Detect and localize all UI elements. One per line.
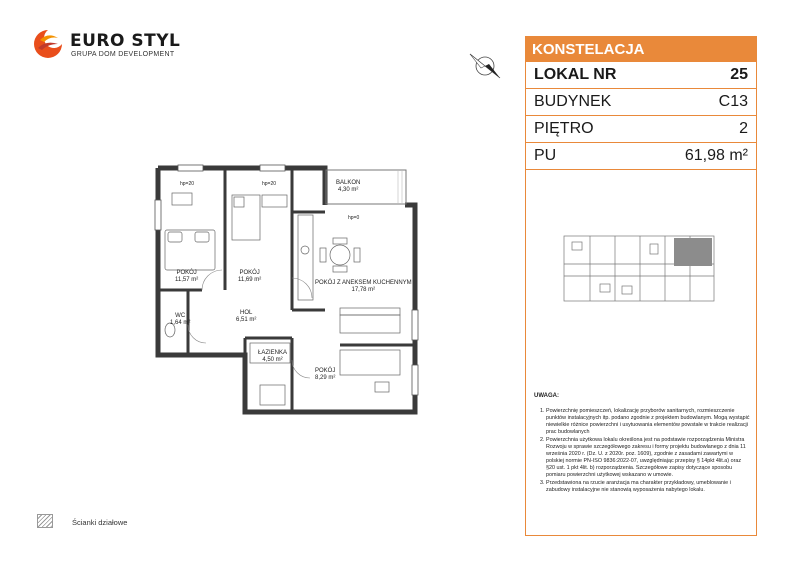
room-area: 4,50 m²: [262, 357, 283, 363]
room-hol: [236, 310, 256, 324]
row-label: LOKAL NR: [534, 66, 617, 83]
note-item: 3. Przedstawiona na rzucie aranżacja ma charakter przykładowy, umeblowanie i zabudowy instalacyjne nie stanowią wyposażenia nabytego lokalu.: [546, 480, 750, 494]
room-name: POKÓJ Z ANEKSEM KUCHENNYM: [315, 280, 412, 286]
floor-plan: [150, 160, 425, 415]
room-area: 1,64 m²: [170, 320, 191, 326]
north-arrow-icon: [462, 46, 508, 86]
project-title: KONSTELACJA: [526, 37, 756, 62]
room-wc: [170, 313, 190, 327]
room-area: 11,69 m²: [238, 277, 262, 283]
row-value: C13: [718, 93, 748, 110]
room-pokoj-2: [238, 270, 261, 284]
row-value: 61,98 m²: [684, 147, 748, 164]
room-area: 4,30 m²: [338, 187, 359, 193]
row-budynek: [526, 89, 756, 116]
row-pu: [526, 143, 756, 170]
logo: [32, 28, 192, 68]
info-panel: [525, 36, 757, 536]
room-pokoj-3: [315, 368, 335, 382]
row-label: PIĘTRO: [534, 120, 594, 137]
row-lokal: [526, 62, 756, 89]
brand-tagline: GRUPA DOM DEVELOPMENT: [71, 51, 175, 58]
room-salon: [315, 280, 412, 294]
room-balkon: [336, 180, 360, 194]
building-key-plan: [560, 234, 720, 304]
hp-mark-3: hp=0: [348, 215, 360, 221]
hp-mark-2: hp=20: [262, 181, 277, 187]
room-name: BALKON: [336, 180, 361, 186]
room-area: 11,57 m²: [175, 277, 199, 283]
note-item: 2. Powierzchnia użytkowa lokalu określona jest na podstawie rozporządzenia Ministra Rozwoju w sprawie szczegółowego zakresu i formy projektu budowlanego z dnia 11 września 2020 r. (Dz. U. z 2020r. poz. 1609), zgodnie z zasadami zawartymi w polskiej normie PN-ISO 9836:2022-07, uwzględniając przepisy § 14pkt 4lit.a) oraz §20 ust. 1 pkt 4lit. b) rozporządzenia. Szczegółowe zapisy dotyczące sposobu pomiaru powierzchni użytkowej wskazano w umowie.: [546, 437, 750, 479]
room-area: 6,51 m²: [236, 317, 257, 323]
legend-label: Ścianki działowe: [72, 518, 128, 527]
row-label: BUDYNEK: [534, 93, 612, 110]
room-name: HOL: [240, 310, 253, 316]
hp-mark-1: hp=20: [180, 181, 195, 187]
room-name: WC: [175, 313, 186, 319]
notes-list: [534, 408, 750, 494]
note-item: 1. Powierzchnię pomieszczeń, lokalizację przyborów sanitarnych, rozmieszczenie punktów instalacyjnych itp. podano zgodnie z projektem budowlanym. Mogą wystąpić niewielkie różnice powierzchni i usytuowania elementów powstałe w trakcie realizacji prac budowlanych: [546, 408, 750, 436]
row-pietro: [526, 116, 756, 143]
row-value: 2: [739, 120, 748, 137]
brand-name: EURO STYL: [70, 31, 181, 51]
room-area: 8,29 m²: [315, 375, 336, 381]
notes: [534, 393, 750, 495]
room-lazienka: [258, 350, 287, 364]
euro-styl-logo-icon: [32, 28, 64, 60]
row-label: PU: [534, 147, 557, 164]
room-pokoj-1: [175, 270, 198, 284]
room-name: POKÓJ: [315, 368, 336, 374]
notes-title: UWAGA:: [534, 393, 559, 399]
partition-wall-swatch: [37, 514, 53, 528]
room-name: POKÓJ: [176, 270, 197, 276]
room-name: POKÓJ: [239, 270, 260, 276]
room-name: ŁAZIENKA: [258, 350, 288, 356]
room-area: 17,78 m²: [351, 287, 376, 293]
row-value: 25: [730, 66, 748, 83]
